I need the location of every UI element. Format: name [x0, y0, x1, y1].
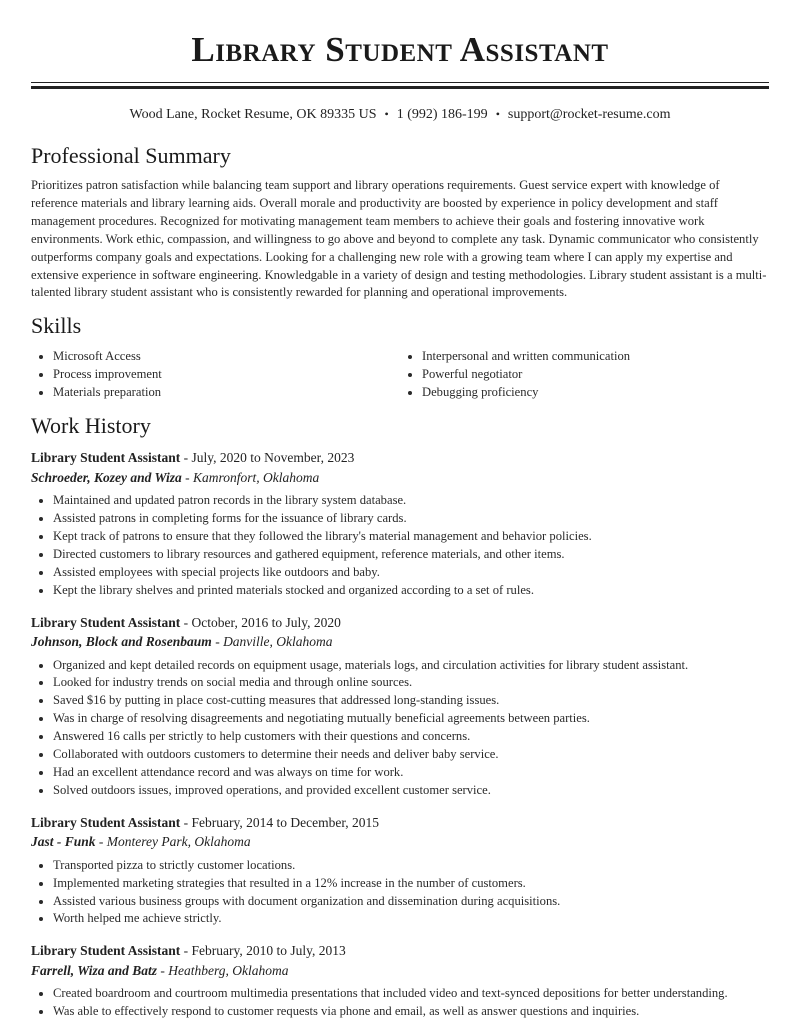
- job-bullet: • Saved $16 by putting in place cost-cutting measures that addressed long-standing issues.: [53, 692, 769, 710]
- candidate-name: Library Student Assistant: [191, 30, 609, 69]
- job-title-line: Library Student Assistant - July, 2020 to November, 2023: [31, 450, 355, 466]
- header-divider-thin: [31, 82, 769, 83]
- job-bullet: • Directed customers to library resources and gathered equipment, reference materials, and other items.: [53, 546, 769, 564]
- job-bullets: [31, 857, 769, 929]
- job-bullet: • Had an excellent attendance record and was always on time for work.: [53, 764, 769, 782]
- job-company-line: Farrell, Wiza and Batz - Heathberg, Oklahoma: [31, 962, 289, 978]
- job-title-line: Library Student Assistant - October, 2016 to July, 2020: [31, 614, 341, 630]
- job-bullet: • Implemented marketing strategies that resulted in a 12% increase in the number of customers.: [53, 875, 769, 893]
- job-bullet: • Kept the library shelves and printed materials stocked and organized according to a set of rules.: [53, 582, 769, 600]
- job-bullet: • Assisted patrons in completing forms for the issuance of library cards.: [53, 510, 769, 528]
- job-bullet: • Collaborated with outdoors customers to determine their needs and deliver baby service.: [53, 746, 769, 764]
- job-bullet: • Worth helped me achieve strictly.: [53, 910, 769, 928]
- job-entry: [31, 448, 769, 599]
- job-location: Kamronfort, Oklahoma: [193, 469, 320, 485]
- job-bullet: • Was in charge of resolving disagreements and negotiating mutually beneficial agreements between parties.: [53, 710, 769, 728]
- job-bullets: [31, 657, 769, 800]
- skills-heading: Skills: [31, 313, 82, 339]
- job-bullet: • Created boardroom and courtroom multimedia presentations that included video and text-synced depositions for better understanding.: [53, 985, 769, 1003]
- job-entry: [31, 613, 769, 800]
- job-location: Danville, Oklahoma: [223, 634, 333, 649]
- header-divider-thick: [31, 86, 769, 89]
- contact-separator: •: [495, 107, 500, 121]
- contact-email: support@rocket-resume.com: [507, 107, 671, 122]
- job-dates: July, 2020 to November, 2023: [191, 450, 355, 466]
- skills-list-left: [31, 348, 400, 402]
- job-company: Jast - Funk: [31, 834, 96, 850]
- job-bullet: • Looked for industry trends on social media and through online sources.: [53, 674, 769, 692]
- skill-item: • Process improvement: [53, 366, 400, 384]
- skills-section: [31, 308, 769, 402]
- contact-separator: •: [384, 107, 389, 121]
- job-location: Heathberg, Oklahoma: [168, 962, 289, 978]
- job-company: Farrell, Wiza and Batz: [31, 962, 158, 978]
- job-location: Monterey Park, Oklahoma: [106, 834, 251, 850]
- job-company-line: Jast - Funk - Monterey Park, Oklahoma: [31, 834, 251, 850]
- skill-item: • Microsoft Access: [53, 348, 400, 366]
- job-bullet: • Kept track of patrons to ensure that they followed the library's material management and behavior policies.: [53, 528, 769, 546]
- contact-phone: 1 (992) 186-199: [396, 107, 488, 122]
- job-entry: [31, 813, 769, 929]
- job-title-line: Library Student Assistant - February, 2014 to December, 2015: [31, 814, 380, 830]
- job-entry: [31, 941, 769, 1021]
- resume-content: [31, 138, 769, 1021]
- skills-list-right: [400, 348, 769, 402]
- contact-line: [0, 104, 800, 125]
- job-bullet: • Assisted employees with special projects like outdoors and baby.: [53, 564, 769, 582]
- job-bullet: • Organized and kept detailed records on equipment usage, materials logs, and circulation activities for library student assistant.: [53, 657, 769, 675]
- job-title: Library Student Assistant: [31, 614, 181, 630]
- skill-item: • Materials preparation: [53, 384, 400, 402]
- contact-address: Wood Lane, Rocket Resume, OK 89335 US: [129, 107, 377, 122]
- job-bullet: • Assisted various business groups with document organization and dissemination during acquisitions.: [53, 893, 769, 911]
- job-bullet: • Transported pizza to strictly customer locations.: [53, 857, 769, 875]
- job-title: Library Student Assistant: [31, 450, 181, 466]
- work-history-section: [31, 408, 769, 1021]
- job-title: Library Student Assistant: [31, 943, 181, 959]
- skills-columns: [31, 348, 769, 402]
- summary-section: [31, 138, 769, 302]
- summary-text: Prioritizes patron satisfaction while balancing team support and library operations requirements. Guest service expert with knowledge of reference materials and library learning aids. Overall morale and productivity are boosted by experience in policy development and staff management procedures. Recognized for motivating management team members to achieve their goals and fostering innovative work environments. Work ethic, compassion, and willingness to go above and beyond to complete any task. Dynamic communicator who consistently outperforms company goals and expectations. Looking for a challenging new role with a growing team where I can apply my expertise and extensive experience in software engineering. Knowledgable in a variety of design and testing methodologies. Library student assistant is a multi-talented library student assistant who is consistently rewarded for planning and operational improvements.: [31, 178, 767, 300]
- job-bullet: • Answered 16 calls per strictly to help customers with their questions and concerns.: [53, 728, 769, 746]
- work-history-heading: Work History: [31, 413, 151, 439]
- job-company-line: Schroeder, Kozey and Wiza - Kamronfort, Oklahoma: [31, 469, 320, 485]
- job-bullet: • Maintained and updated patron records in the library system database.: [53, 492, 769, 510]
- skill-item: • Interpersonal and written communication: [422, 348, 769, 366]
- skill-item: • Debugging proficiency: [422, 384, 769, 402]
- job-dates: February, 2014 to December, 2015: [191, 814, 380, 830]
- summary-heading: Professional Summary: [31, 143, 231, 168]
- job-company-line: Johnson, Block and Rosenbaum - Danville, Oklahoma: [31, 634, 333, 649]
- job-title: Library Student Assistant: [31, 814, 181, 830]
- job-dates: February, 2010 to July, 2013: [191, 943, 346, 959]
- job-company: Johnson, Block and Rosenbaum: [31, 634, 212, 649]
- skill-item: • Powerful negotiator: [422, 366, 769, 384]
- job-bullets: [31, 985, 769, 1021]
- job-company: Schroeder, Kozey and Wiza: [31, 469, 182, 485]
- job-title-line: Library Student Assistant - February, 2010 to July, 2013: [31, 943, 346, 959]
- job-bullets: [31, 492, 769, 599]
- job-bullet: • Solved outdoors issues, improved operations, and provided excellent customer service.: [53, 782, 769, 800]
- job-dates: October, 2016 to July, 2020: [191, 614, 341, 630]
- job-bullet: • Was able to effectively respond to customer requests via phone and email, as well as answer questions and inquiries.: [53, 1003, 769, 1021]
